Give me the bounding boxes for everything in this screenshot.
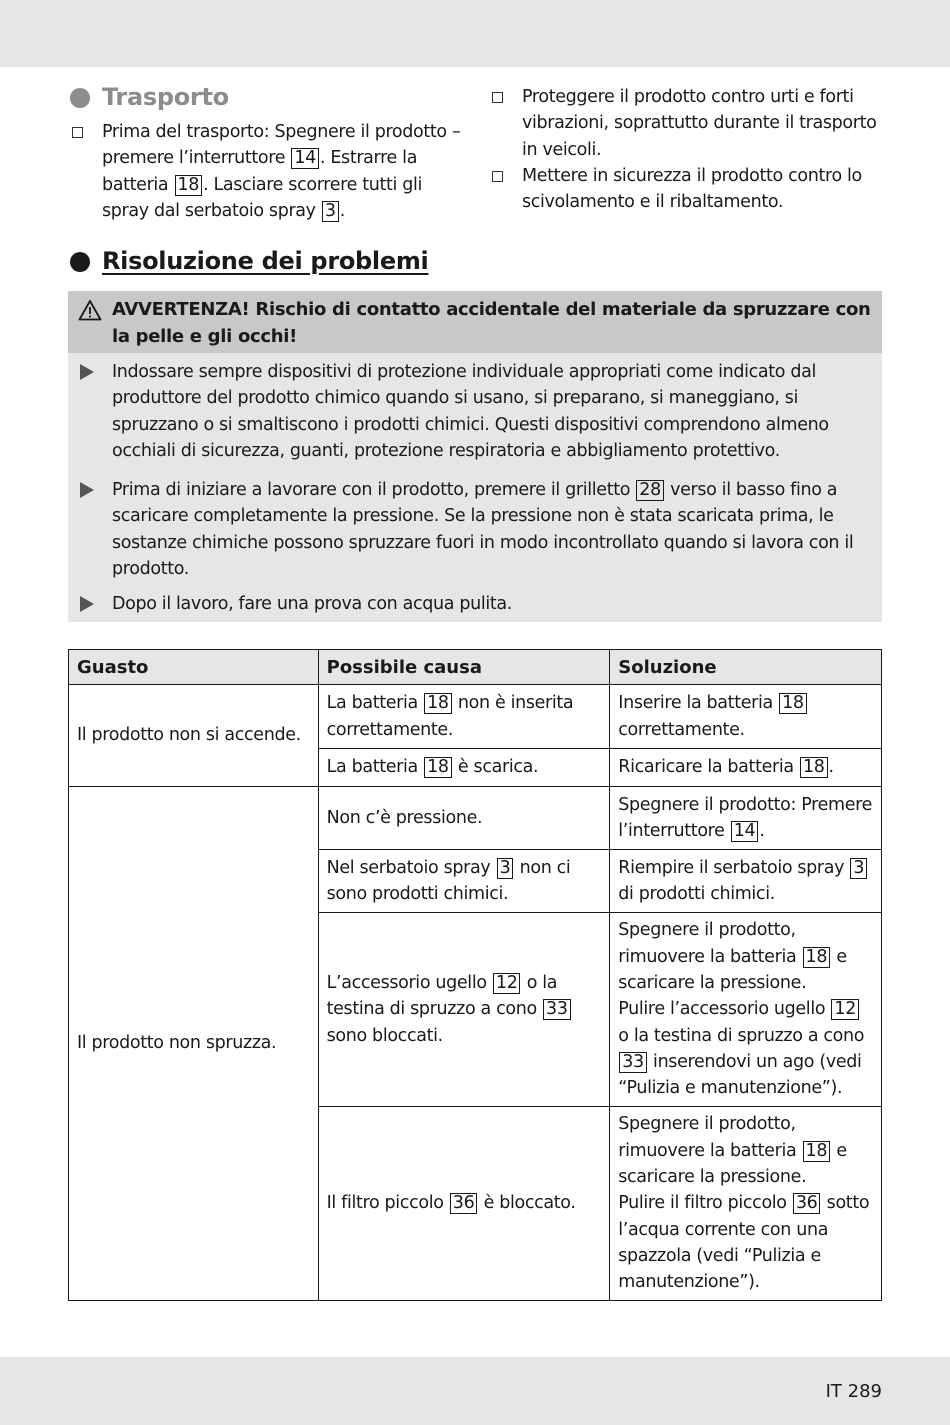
reference-number: 18 <box>800 757 828 778</box>
reference-number: 14 <box>731 821 759 842</box>
top-band <box>0 0 950 67</box>
table-header-row <box>69 650 882 685</box>
reference-number: 33 <box>619 1052 647 1073</box>
cause-cell: La batteria 18 non è inserita correttamente. <box>318 685 610 749</box>
arrow-bullet-icon <box>80 482 94 498</box>
reference-number: 3 <box>322 201 339 222</box>
warning-header <box>68 291 882 353</box>
transport-item-text: Proteggere il prodotto contro urti e forti vibrazioni, soprattutto durante il trasporto in veicoli. <box>522 87 877 160</box>
reference-number: 3 <box>850 858 867 879</box>
cause-cell: L’accessorio ugello 12 o la testina di spruzzo a cono 33 sono bloccati. <box>318 913 610 1107</box>
warning-item-1: Indossare sempre dispositivi di protezione individuale appropriati come indicato dal produttore del prodotto chimico quando si usano, si preparano, si maneggiano, si spruzzano o si smaltiscono i prodotti chimici. Questi dispositivi comprendono almeno occhiali di sicurezza, guanti, protezione respiratoria e abbigliamento protettivo. <box>112 362 829 461</box>
solution-cell: Inserire la batteria 18 correttamente. <box>610 685 882 749</box>
arrow-bullet-icon <box>80 596 94 612</box>
transport-item-text: Mettere in sicurezza il prodotto contro lo scivolamento e il ribaltamento. <box>522 165 862 213</box>
bottom-band <box>0 1357 950 1425</box>
section-bullet-icon <box>70 252 90 272</box>
transport-heading: Trasporto <box>102 83 229 111</box>
arrow-bullet-icon <box>80 364 94 380</box>
reference-number: 18 <box>424 693 452 714</box>
reference-number: 18 <box>803 1141 831 1162</box>
transport-item-text: Prima del trasporto: Spegnere il prodotto – premere l’interruttore 14 . Estrarre la batteria 18 . Lasciare scorrere tutti gli spray dal serbatoio spray 3 . <box>102 122 461 221</box>
transport-item-2 <box>490 84 885 163</box>
cause-cell: Nel serbatoio spray 3 non ci sono prodotti chimici. <box>318 850 610 913</box>
cause-cell: Il filtro piccolo 36 è bloccato. <box>318 1107 610 1301</box>
solution-cell: Spegnere il prodotto, rimuovere la batteria 18 e scaricare la pressione. Pulire l’accessorio ugello 12 o la testina di spruzzo a cono 33 inserendovi un ago (vedi “Pulizia e manutenzione”). <box>610 913 882 1107</box>
fault-cell: Il prodotto non si accende. <box>69 685 319 787</box>
troubleshooting-heading: Risoluzione dei problemi <box>102 247 429 275</box>
reference-number: 18 <box>424 757 452 778</box>
table-row <box>69 787 882 850</box>
reference-number: 14 <box>291 148 319 169</box>
transport-item-3 <box>490 163 885 216</box>
page-number: IT 289 <box>825 1381 882 1402</box>
solution-cell: Riempire il serbatoio spray 3 di prodotti chimici. <box>610 850 882 913</box>
transport-col-left <box>70 119 465 224</box>
reference-number: 12 <box>831 999 859 1020</box>
troubleshooting-table <box>68 649 882 1301</box>
warning-item-3: Dopo il lavoro, fare una prova con acqua pulita. <box>112 594 512 614</box>
reference-number: 33 <box>543 999 571 1020</box>
column-header: Soluzione <box>610 650 882 685</box>
checkbox-icon <box>492 92 503 103</box>
section-bullet-icon <box>70 88 90 108</box>
transport-item-1 <box>70 119 465 224</box>
reference-number: 3 <box>497 858 514 879</box>
solution-cell: Ricaricare la batteria 18 . <box>610 749 882 787</box>
fault-cell: Il prodotto non spruzza. <box>69 787 319 1301</box>
cause-cell: Non c’è pressione. <box>318 787 610 850</box>
reference-number: 18 <box>803 947 831 968</box>
column-header: Guasto <box>69 650 319 685</box>
reference-number: 36 <box>793 1193 821 1214</box>
reference-number: 18 <box>175 175 203 196</box>
warning-box <box>68 291 882 622</box>
reference-number: 12 <box>493 973 521 994</box>
reference-number: 18 <box>779 693 807 714</box>
reference-number: 36 <box>450 1193 478 1214</box>
column-header: Possibile causa <box>318 650 610 685</box>
transport-col-right <box>490 84 885 215</box>
checkbox-icon <box>492 171 503 182</box>
cause-cell: La batteria 18 è scarica. <box>318 749 610 787</box>
reference-number: 28 <box>636 480 664 501</box>
warning-item-2: Prima di iniziare a lavorare con il prodotto, premere il grilletto 28 verso il basso fino a scaricare completamente la pressione. Se la pressione non è stata scaricata prima, le sostanze chimiche possono spruzzare fuori in modo incontrollato quando si lavora con il prodotto. <box>112 480 854 579</box>
solution-cell: Spegnere il prodotto, rimuovere la batteria 18 e scaricare la pressione. Pulire il filtro piccolo 36 sotto l’acqua corrente con una spazzola (vedi “Pulizia e manutenzione”). <box>610 1107 882 1301</box>
checkbox-icon <box>72 127 83 138</box>
solution-cell: Spegnere il prodotto: Premere l’interruttore 14 . <box>610 787 882 850</box>
warning-title: AVVERTENZA! Rischio di contatto accidentale del materiale da spruzzare con la pelle e gli occhi! <box>112 299 871 347</box>
warning-triangle-icon <box>78 299 102 321</box>
table-row <box>69 685 882 749</box>
